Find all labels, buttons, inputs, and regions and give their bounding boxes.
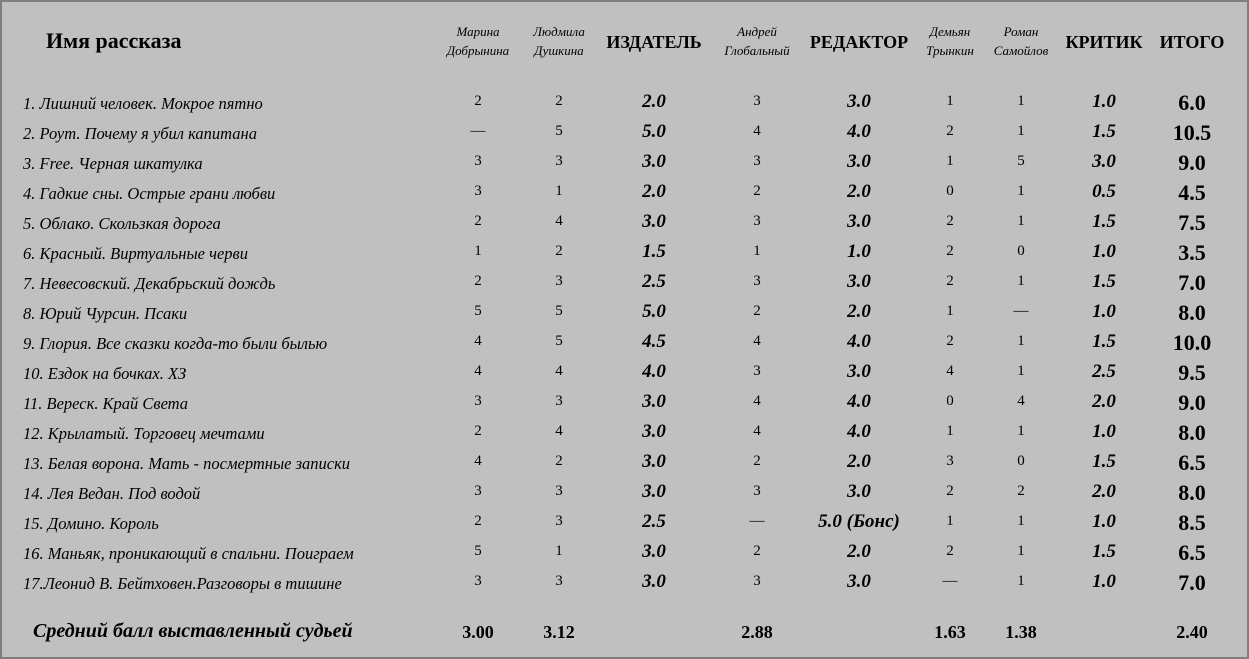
- score-cell: 9.0: [1178, 150, 1206, 175]
- score-cell: 1: [1017, 183, 1025, 199]
- score-cell: 4: [555, 213, 563, 229]
- score-cell: 3: [753, 573, 761, 589]
- story-name: 12. Крылатый. Торговец мечтами: [23, 424, 265, 443]
- score-cell: 3: [753, 213, 761, 229]
- score-cell: 4: [753, 423, 761, 439]
- score-cell: 2.5: [1092, 361, 1116, 382]
- score-cell: 8.5: [1178, 510, 1206, 535]
- score-cell: 4.0: [847, 121, 871, 142]
- table-title: Имя рассказа: [46, 28, 182, 53]
- score-cell: 1.0: [1092, 571, 1116, 592]
- score-cell: 2: [474, 93, 482, 109]
- score-cell: 2.0: [642, 91, 666, 112]
- score-cell: 4: [555, 423, 563, 439]
- story-name: 1. Лишний человек. Мокрое пятно: [23, 94, 263, 113]
- score-cell: 2: [946, 543, 954, 559]
- score-cell: 3: [555, 573, 563, 589]
- score-cell: 7.0: [1178, 270, 1206, 295]
- average-value: 3.00: [462, 622, 494, 642]
- score-cell: 1.5: [1092, 331, 1116, 352]
- judge-first-name: Демьян: [929, 24, 971, 39]
- score-cell: 3.0: [847, 271, 871, 292]
- score-cell: 1: [946, 423, 954, 439]
- score-cell: 2.5: [642, 511, 666, 532]
- score-cell: 3: [474, 183, 482, 199]
- score-cell: 1.0: [1092, 421, 1116, 442]
- score-cell: 5: [555, 123, 563, 139]
- story-name: 9. Глория. Все сказки когда-то были былью: [23, 334, 328, 353]
- score-cell: 3: [474, 483, 482, 499]
- story-name: 17.Леонид В. Бейтховен.Разговоры в тишине: [23, 574, 342, 593]
- score-cell: 9.5: [1178, 360, 1206, 385]
- score-cell: 10.0: [1172, 330, 1212, 355]
- score-cell: 1: [555, 183, 563, 199]
- score-cell: 2: [474, 213, 482, 229]
- score-cell: 0.5: [1092, 181, 1116, 202]
- score-cell: 3.0: [1092, 151, 1116, 172]
- score-cell: 3.0: [847, 571, 871, 592]
- header-judge: [707, 22, 807, 60]
- score-cell: 2: [555, 243, 563, 259]
- score-cell: 3: [753, 93, 761, 109]
- score-cell: 2.0: [847, 301, 871, 322]
- score-cell: 1: [474, 243, 482, 259]
- story-name: 15. Домино. Король: [23, 514, 159, 533]
- score-cell: 1.5: [1092, 541, 1116, 562]
- score-cell: 2: [753, 453, 761, 469]
- score-cell: —: [749, 513, 765, 529]
- average-value: 2.40: [1176, 622, 1208, 642]
- score-cell: 3: [753, 483, 761, 499]
- score-cell: 3.0: [642, 481, 666, 502]
- score-cell: 2: [946, 123, 954, 139]
- score-cell: 2: [555, 453, 563, 469]
- score-cell: 3: [555, 393, 563, 409]
- score-cell: 4.5: [1178, 180, 1206, 205]
- score-cell: 1.5: [1092, 451, 1116, 472]
- score-cell: 1.5: [1092, 211, 1116, 232]
- score-cell: 2.0: [642, 181, 666, 202]
- score-cell: 0: [946, 183, 954, 199]
- score-cell: 1: [1017, 363, 1025, 379]
- score-cell: 2.0: [847, 181, 871, 202]
- score-cell: 2.0: [1092, 481, 1116, 502]
- judge-last-name: Самойлов: [993, 43, 1049, 58]
- score-cell: 8.0: [1178, 420, 1206, 445]
- score-cell: 9.0: [1178, 390, 1206, 415]
- average-value: 2.88: [741, 622, 773, 642]
- judge-last-name: Добрынина: [446, 43, 510, 58]
- score-cell: 3: [555, 513, 563, 529]
- score-cell: 1: [1017, 513, 1025, 529]
- score-cell: 3: [753, 153, 761, 169]
- score-cell: 1: [1017, 273, 1025, 289]
- score-cell: —: [1013, 303, 1029, 319]
- header-role: РЕДАКТОР: [809, 32, 909, 52]
- score-cell: 3.5: [1178, 240, 1206, 265]
- score-cell: 1: [946, 93, 954, 109]
- judge-last-name: Глобальный: [724, 43, 790, 58]
- score-cell: 3: [753, 363, 761, 379]
- score-cell: 0: [1017, 243, 1025, 259]
- score-cell: 5.0: [642, 121, 666, 142]
- score-cell: 4: [753, 123, 761, 139]
- score-cell: 2: [946, 213, 954, 229]
- average-value: 1.63: [934, 622, 966, 642]
- judge-last-name: Трынкин: [926, 43, 974, 58]
- score-cell: 5: [474, 303, 482, 319]
- score-cell: 3.0: [642, 451, 666, 472]
- score-cell: 2: [555, 93, 563, 109]
- score-cell: 2: [753, 183, 761, 199]
- story-name: 10. Ездок на бочках. ХЗ: [23, 364, 187, 383]
- score-cell: 2: [753, 543, 761, 559]
- judge-first-name: Роман: [1003, 24, 1039, 39]
- score-cell: 1: [1017, 423, 1025, 439]
- score-cell: 3.0: [847, 151, 871, 172]
- score-cell: 3.0: [642, 151, 666, 172]
- score-cell: 1.5: [642, 241, 666, 262]
- score-cell: 5: [555, 333, 563, 349]
- story-name: 7. Невесовский. Декабрьский дождь: [23, 274, 276, 293]
- score-cell: 2: [946, 243, 954, 259]
- score-cell: 1: [555, 543, 563, 559]
- judge-first-name: Марина: [456, 24, 500, 39]
- score-cell: 1.5: [1092, 271, 1116, 292]
- score-cell: 1: [946, 303, 954, 319]
- score-cell: 4: [474, 363, 482, 379]
- score-cell: 3: [555, 483, 563, 499]
- score-cell: —: [470, 123, 486, 139]
- score-cell: 3.0: [642, 571, 666, 592]
- score-cell: 5: [474, 543, 482, 559]
- score-cell: 1: [946, 153, 954, 169]
- score-cell: 2: [946, 483, 954, 499]
- score-cell: 4.0: [847, 391, 871, 412]
- score-cell: 4.0: [847, 421, 871, 442]
- story-name: 5. Облако. Скользкая дорога: [23, 214, 221, 233]
- score-cell: 1: [1017, 123, 1025, 139]
- score-cell: 2: [753, 303, 761, 319]
- story-name: 16. Маньяк, проникающий в спальни. Поиграем: [23, 544, 354, 563]
- score-cell: 7.5: [1178, 210, 1206, 235]
- score-cell: 6.0: [1178, 90, 1206, 115]
- story-name: 3. Free. Черная шкатулка: [23, 154, 203, 173]
- score-cell: 0: [946, 393, 954, 409]
- judge-last-name: Душкина: [534, 43, 584, 58]
- story-name: 14. Лея Ведан. Под водой: [23, 484, 201, 503]
- score-cell: 0: [1017, 453, 1025, 469]
- average-label: Средний балл выставленный судьей: [33, 620, 353, 642]
- score-cell: 5.0 (Бонс): [818, 511, 900, 532]
- score-cell: 2: [474, 273, 482, 289]
- score-cell: 2: [1017, 483, 1025, 499]
- score-cell: 3: [946, 453, 954, 469]
- score-cell: 4: [753, 393, 761, 409]
- header-role: ИТОГО: [1159, 32, 1225, 52]
- score-cell: 3.0: [847, 361, 871, 382]
- score-cell: 3.0: [642, 421, 666, 442]
- score-cell: —: [942, 573, 958, 589]
- score-cell: 3.0: [847, 211, 871, 232]
- score-cell: 1: [1017, 543, 1025, 559]
- score-cell: 1.0: [1092, 511, 1116, 532]
- score-cell: 5: [1017, 153, 1025, 169]
- score-cell: 1: [946, 513, 954, 529]
- score-cell: 4: [474, 333, 482, 349]
- score-cell: 3: [474, 153, 482, 169]
- score-cell: 1.0: [1092, 301, 1116, 322]
- score-cell: 4.5: [642, 331, 666, 352]
- score-cell: 10.5: [1172, 120, 1212, 145]
- score-cell: 7.0: [1178, 570, 1206, 595]
- score-cell: 4.0: [847, 331, 871, 352]
- average-value: 3.12: [543, 622, 575, 642]
- score-cell: 3: [753, 273, 761, 289]
- header-role: ИЗДАТЕЛЬ: [606, 32, 702, 52]
- score-cell: 3.0: [847, 91, 871, 112]
- score-cell: 1.5: [1092, 121, 1116, 142]
- score-cell: 1.0: [1092, 241, 1116, 262]
- story-name: 8. Юрий Чурсин. Псаки: [23, 304, 188, 323]
- score-cell: 1.0: [847, 241, 871, 262]
- score-cell: 1: [1017, 333, 1025, 349]
- story-name: 6. Красный. Виртуальные черви: [23, 244, 248, 263]
- judge-first-name: Людмила: [533, 24, 585, 39]
- average-value: 1.38: [1005, 622, 1037, 642]
- score-cell: 3.0: [642, 541, 666, 562]
- story-name: 13. Белая ворона. Мать - посмертные записки: [23, 454, 351, 473]
- score-cell: 2.0: [847, 541, 871, 562]
- score-cell: 2: [946, 333, 954, 349]
- score-cell: 4: [1017, 393, 1025, 409]
- score-cell: 2.5: [642, 271, 666, 292]
- score-cell: 2: [946, 273, 954, 289]
- score-cell: 4: [555, 363, 563, 379]
- score-cell: 1: [1017, 573, 1025, 589]
- score-cell: 2.0: [847, 451, 871, 472]
- score-cell: 4.0: [642, 361, 666, 382]
- score-cell: 4: [753, 333, 761, 349]
- story-name: 2. Роут. Почему я убил капитана: [23, 124, 257, 143]
- score-cell: 3.0: [642, 211, 666, 232]
- score-cell: 3: [555, 273, 563, 289]
- score-cell: 1.0: [1092, 91, 1116, 112]
- score-cell: 8.0: [1178, 300, 1206, 325]
- score-cell: 6.5: [1178, 450, 1206, 475]
- score-cell: 4: [474, 453, 482, 469]
- score-cell: 2: [474, 513, 482, 529]
- score-cell: 6.5: [1178, 540, 1206, 565]
- score-cell: 8.0: [1178, 480, 1206, 505]
- score-cell: 1: [1017, 213, 1025, 229]
- score-cell: 5: [555, 303, 563, 319]
- score-cell: 4: [946, 363, 954, 379]
- score-cell: 3.0: [642, 391, 666, 412]
- score-cell: 2.0: [1092, 391, 1116, 412]
- judge-first-name: Андрей: [737, 24, 777, 39]
- story-name: 11. Вереск. Край Света: [23, 394, 189, 413]
- header-role: КРИТИК: [1065, 32, 1143, 52]
- score-cell: 5.0: [642, 301, 666, 322]
- score-cell: 1: [1017, 93, 1025, 109]
- story-name: 4. Гадкие сны. Острые грани любви: [23, 184, 276, 203]
- score-cell: 3: [474, 573, 482, 589]
- score-cell: 1: [753, 243, 761, 259]
- score-cell: 3.0: [847, 481, 871, 502]
- score-cell: 3: [555, 153, 563, 169]
- score-cell: 2: [474, 423, 482, 439]
- score-cell: 3: [474, 393, 482, 409]
